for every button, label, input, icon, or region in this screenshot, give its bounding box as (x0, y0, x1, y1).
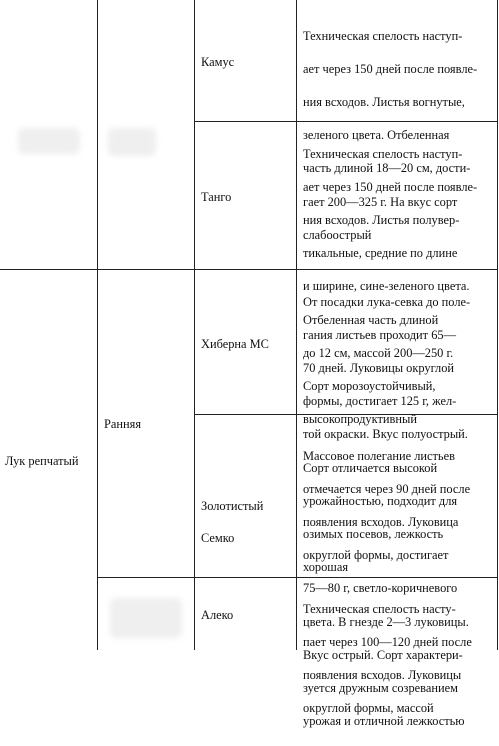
description-line: округлой формы, массой (303, 701, 434, 716)
description-line: хорошая (303, 560, 349, 575)
description-line: до 12 см, массой 200—250 г. (303, 345, 454, 360)
description-line: пает через 100—120 дней после (303, 634, 472, 649)
description-line: От посадки лука-севка до поле- (303, 294, 471, 309)
description-line: появления всходов. Луковицы (303, 667, 462, 682)
description-line: слабоострый (303, 227, 372, 242)
description-line: Сорт отличается высокой (303, 460, 438, 475)
maturity-group: Ранняя (104, 417, 142, 431)
description-line: и ширине, сине-зеленого цвета. (303, 279, 470, 294)
column-divider (497, 0, 498, 650)
description-line: появления всходов. Луковица (303, 514, 459, 529)
description-line: часть длиной 18—20 см, дости- (303, 161, 471, 176)
description-line: формы, достигает 125 г, жел- (303, 394, 457, 409)
description-line: зеленого цвета. Отбеленная (303, 128, 450, 143)
description-line: округлой формы, достигает (303, 548, 449, 563)
description-line: Техническая спелость наступ- (303, 28, 463, 43)
variety-name: Алеко (201, 608, 234, 622)
column-divider (194, 0, 195, 650)
description-line: ает через 150 дней после появле- (303, 61, 478, 76)
description-line: высокопродуктивный (303, 412, 417, 427)
description-line: озимых посевов, лежкость (303, 526, 444, 541)
crop-name: Лук репчатый (5, 454, 79, 468)
variety-name: Хиберна МС (201, 337, 269, 351)
scan-smudge (108, 128, 156, 156)
description-line: 75—80 г, светло-коричневого (303, 581, 458, 596)
description-line: ния всходов. Листья вогнутые, (303, 94, 465, 109)
scan-smudge (18, 128, 80, 154)
description-line: цвета. В гнезде 2—3 луковицы. (303, 614, 469, 629)
description-line: Массовое полегание листьев (303, 448, 455, 463)
variety-name-line: Золотистый (201, 499, 264, 513)
description-line: ния всходов. Листья полувер- (303, 212, 460, 227)
description-line: той окраски. Вкус полуострый. (303, 427, 468, 442)
column-divider (296, 0, 297, 650)
description-line: Сорт морозоустойчивый, (303, 378, 436, 393)
description-line: Техническая спелость наступ- (303, 146, 463, 161)
description-line: отмечается через 90 дней после (303, 481, 471, 496)
scan-smudge (110, 598, 182, 638)
description-line: Отбеленная часть длиной (303, 312, 439, 327)
description-line: Техническая спелость насту- (303, 601, 456, 616)
variety-name (201, 482, 263, 562)
description-line: ает через 150 дней после появле- (303, 179, 478, 194)
description-line: гания листьев проходит 65— (303, 327, 456, 342)
variety-name-line: Семко (201, 531, 235, 545)
description-line: тикальные, средние по длине (303, 246, 458, 261)
variety-name: Танго (201, 190, 232, 204)
description-line: Вкус острый. Сорт характери- (303, 647, 463, 662)
description-line: урожайностью, подходит для (303, 493, 458, 508)
description-line: зуется дружным созреванием (303, 680, 458, 695)
variety-name: Камус (201, 55, 235, 69)
description-line: 70 дней. Луковицы округлой (303, 360, 455, 375)
description-line: гает 200—325 г. На вкус сорт (303, 194, 458, 209)
column-divider (97, 0, 98, 650)
variety-description (303, 584, 495, 733)
description-line: урожая и отличной лежкостью (303, 714, 465, 729)
